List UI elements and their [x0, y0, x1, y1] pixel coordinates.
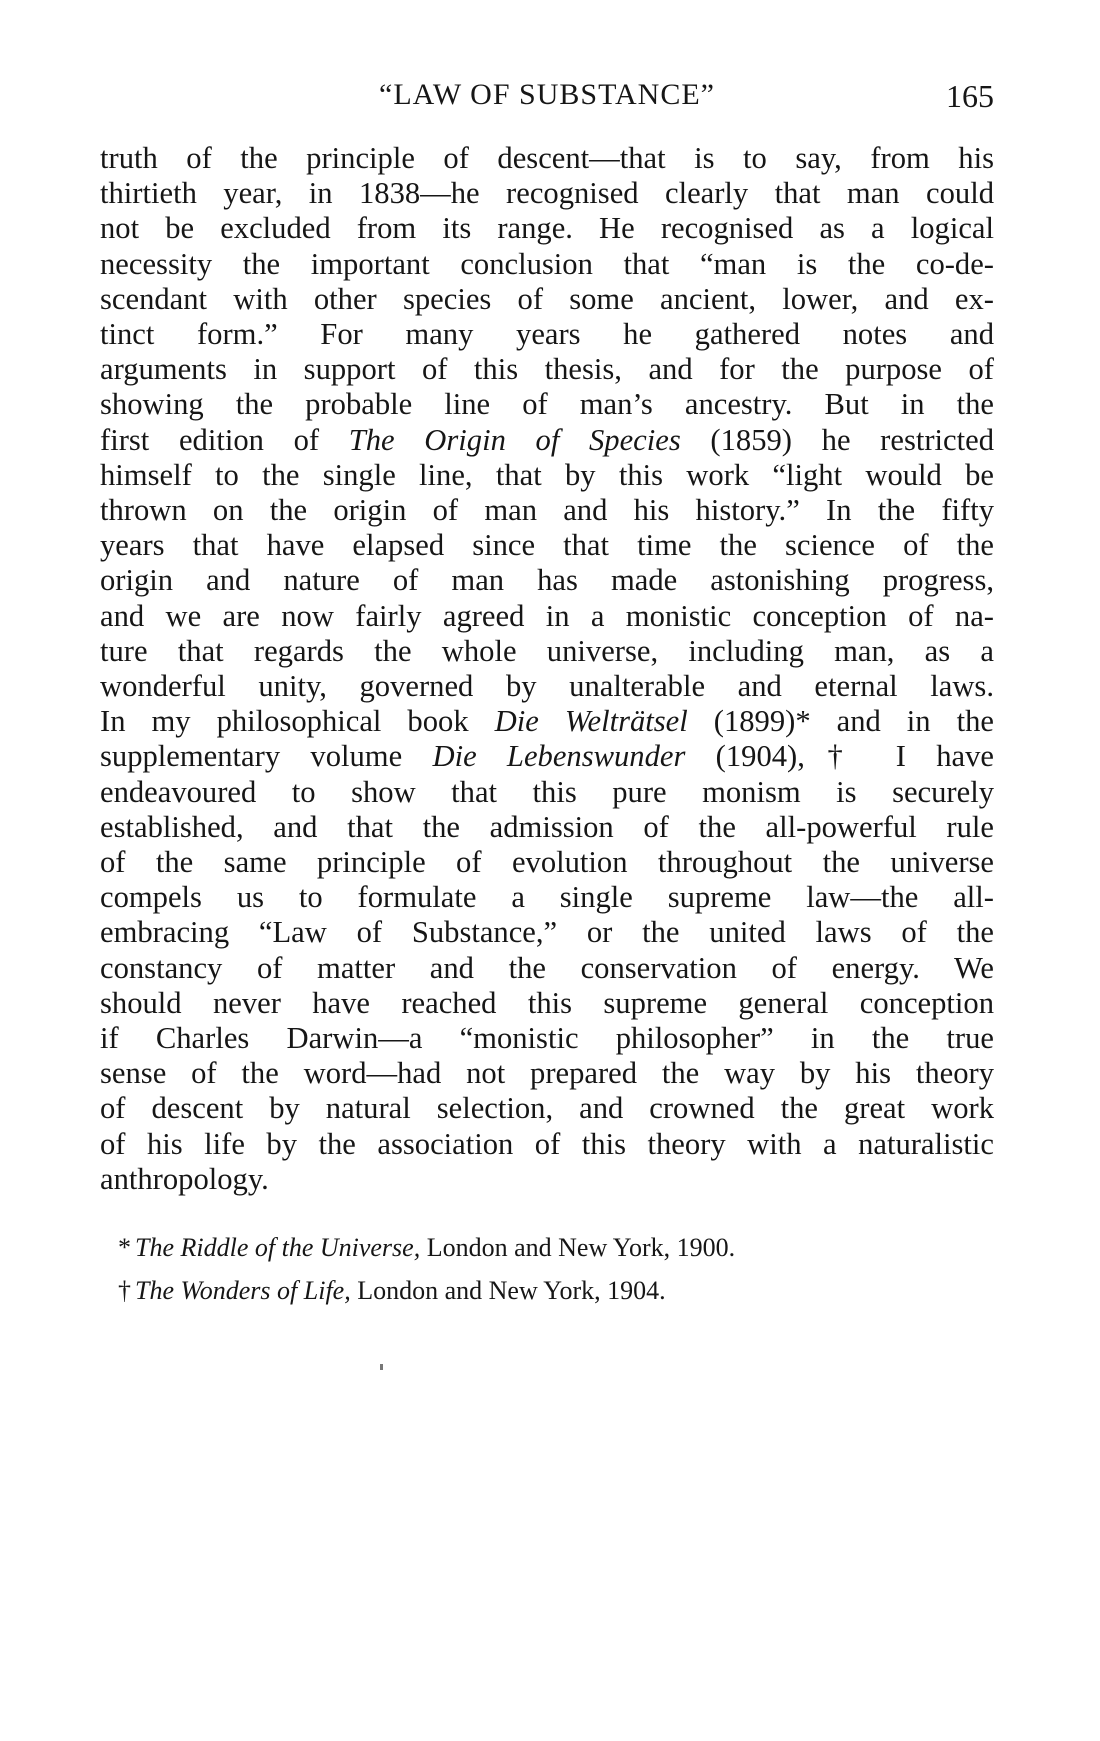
text-line: himself to the single line, that by this work “light would be	[100, 457, 994, 492]
text-line: constancy of matter and the conservation of energy. We	[100, 950, 994, 985]
text-segment: first edition of	[100, 422, 349, 457]
footnote	[118, 1226, 994, 1269]
footnote-title: The Riddle of the Universe,	[135, 1233, 421, 1262]
text-line: showing the probable line of man’s ancestry. But in the	[100, 387, 994, 422]
text-line: of descent by natural selection, and crowned the great work	[100, 1091, 994, 1126]
text-line: and we are now fairly agreed in a monistic conception of na-	[100, 598, 994, 633]
book-title: Die Welträtsel	[494, 704, 688, 739]
footnote-title: The Wonders of Life,	[135, 1276, 351, 1305]
text-line: years that have elapsed since that time the science of the	[100, 528, 994, 563]
text-line: ture that regards the whole universe, including man, as a	[100, 633, 994, 668]
footnote	[118, 1269, 994, 1312]
text-line: tinct form.” For many years he gathered notes and	[100, 317, 994, 352]
text-line	[100, 423, 994, 458]
body-paragraph	[100, 141, 994, 1197]
text-line: wonderful unity, governed by unalterable and eternal laws.	[100, 669, 994, 704]
text-line: truth of the principle of descent—that is to say, from his	[100, 141, 994, 175]
text-line: thrown on the origin of man and his history.” In the fifty	[100, 493, 994, 528]
page-number: 165	[946, 78, 994, 114]
text-line: established, and that the admission of the all-powerful rule	[100, 809, 994, 844]
text-line: arguments in support of this thesis, and for the purpose of	[100, 352, 994, 387]
text-line	[100, 739, 994, 774]
footnote-mark: †	[118, 1276, 131, 1305]
text-line: of his life by the association of this theory with a naturalistic	[100, 1126, 994, 1161]
footnotes	[118, 1226, 994, 1312]
running-head	[100, 78, 994, 118]
text-line: if Charles Darwin—a “monistic philosopher” in the true	[100, 1021, 994, 1056]
footnote-text: London and New York, 1904.	[350, 1276, 666, 1305]
book-title: Die Lebenswunder	[432, 739, 686, 774]
text-line: should never have reached this supreme general conception	[100, 985, 994, 1020]
text-line: anthropology.	[100, 1161, 269, 1196]
text-line: scendant with other species of some ancient, lower, and ex-	[100, 281, 994, 316]
footnote-mark: *	[118, 1233, 131, 1262]
text-line: sense of the word—had not prepared the way by his theory	[100, 1056, 994, 1091]
book-title: The Origin of Species	[348, 422, 681, 457]
text-line: compels us to formulate a single supreme law—the all-	[100, 880, 994, 915]
text-line: origin and nature of man has made astonishing progress,	[100, 563, 994, 598]
text-line: of the same principle of evolution throughout the universe	[100, 845, 994, 880]
footnote-text: London and New York, 1900.	[420, 1233, 736, 1262]
text-segment: In my philosophical book	[100, 704, 495, 739]
text-line: necessity the important conclusion that “man is the co-de-	[100, 246, 994, 281]
text-line: embracing “Law of Substance,” or the united laws of the	[100, 915, 994, 950]
text-segment: (1904),† I have	[685, 739, 994, 774]
stray-ink-mark	[380, 1364, 383, 1370]
text-segment: (1859) he restricted	[680, 422, 994, 457]
text-line: not be excluded from its range. He recognised as a logical	[100, 211, 994, 246]
text-line: thirtieth year, in 1838—he recognised clearly that man could	[100, 176, 994, 211]
text-segment: (1899)* and in the	[687, 704, 994, 739]
text-segment: supplementary volume	[100, 739, 433, 774]
text-line	[100, 704, 994, 739]
running-title: “LAW OF SUBSTANCE”	[379, 78, 715, 111]
text-line: endeavoured to show that this pure monism is securely	[100, 774, 994, 809]
